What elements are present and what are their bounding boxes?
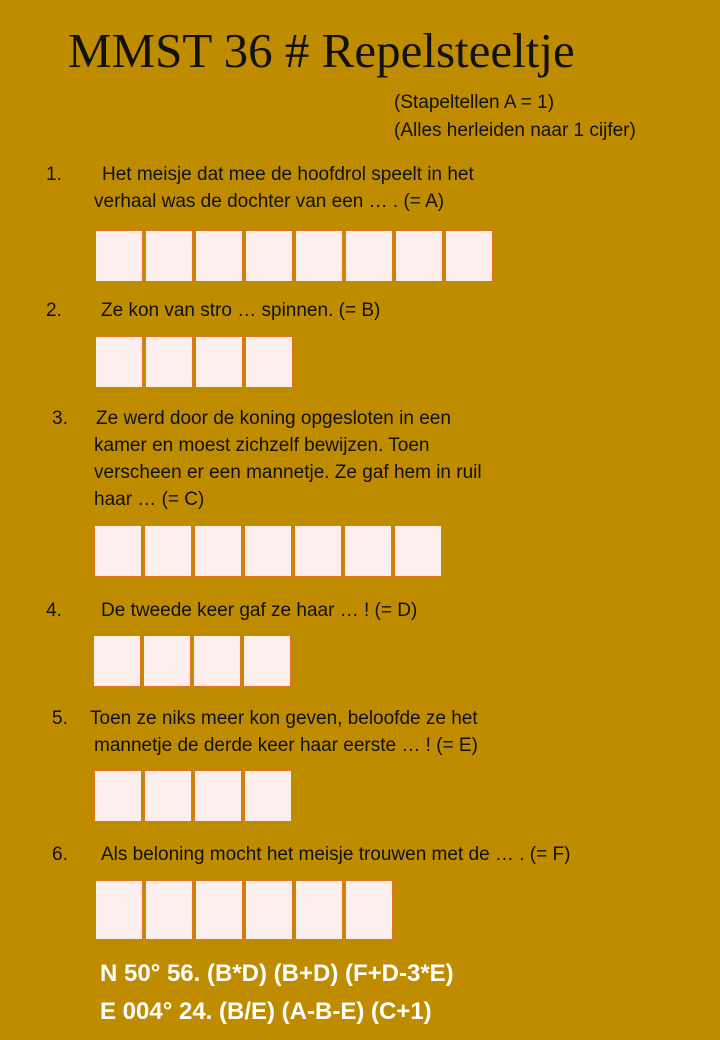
- question-number: 2.: [46, 300, 62, 321]
- question-number: 6.: [52, 844, 68, 865]
- page-title: MMST 36 # Repelsteeltje: [68, 23, 575, 78]
- letter-box[interactable]: [195, 880, 243, 940]
- letter-box[interactable]: [94, 525, 142, 577]
- letter-box[interactable]: [344, 525, 392, 577]
- letter-box[interactable]: [395, 230, 443, 282]
- answer-boxes-a: [95, 230, 495, 282]
- letter-box[interactable]: [195, 230, 243, 282]
- letter-box[interactable]: [95, 336, 143, 388]
- letter-box[interactable]: [243, 635, 291, 687]
- letter-box[interactable]: [145, 336, 193, 388]
- coordinate-east: E 004° 24. (B/E) (A-B-E) (C+1): [100, 998, 432, 1025]
- subtitle-line-1: (Stapeltellen A = 1): [394, 92, 555, 113]
- question-text-line: mannetje de derde keer haar eerste … ! (= E): [94, 735, 478, 756]
- letter-box[interactable]: [295, 230, 343, 282]
- question-text-line: Toen ze niks meer kon geven, beloofde ze het: [90, 708, 478, 729]
- letter-box[interactable]: [245, 336, 293, 388]
- letter-box[interactable]: [94, 770, 142, 822]
- letter-box[interactable]: [244, 770, 292, 822]
- letter-box[interactable]: [245, 230, 293, 282]
- letter-box[interactable]: [194, 525, 242, 577]
- coordinate-north: N 50° 56. (B*D) (B+D) (F+D-3*E): [100, 960, 454, 987]
- letter-box[interactable]: [144, 770, 192, 822]
- question-text-line: haar … (= C): [94, 489, 205, 510]
- letter-box[interactable]: [144, 525, 192, 577]
- letter-box[interactable]: [445, 230, 493, 282]
- letter-box[interactable]: [95, 230, 143, 282]
- question-text-line: kamer en moest zichzelf bewijzen. Toen: [94, 435, 430, 456]
- question-text-line: Als beloning mocht het meisje trouwen met de … . (= F): [101, 844, 571, 865]
- letter-box[interactable]: [345, 230, 393, 282]
- question-number: 4.: [46, 600, 62, 621]
- letter-box[interactable]: [244, 525, 292, 577]
- letter-box[interactable]: [145, 230, 193, 282]
- subtitle-line-2: (Alles herleiden naar 1 cijfer): [394, 120, 636, 141]
- question-number: 1.: [46, 164, 62, 185]
- question-text-line: verscheen er een mannetje. Ze gaf hem in ruil: [94, 462, 482, 483]
- question-text-line: Het meisje dat mee de hoofdrol speelt in het: [102, 164, 474, 185]
- answer-boxes-e: [94, 770, 294, 822]
- question-number: 3.: [52, 408, 68, 429]
- question-text-line: Ze kon van stro … spinnen. (= B): [101, 300, 381, 321]
- letter-box[interactable]: [194, 770, 242, 822]
- answer-boxes-c: [94, 525, 444, 577]
- letter-box[interactable]: [93, 635, 141, 687]
- question-text-line: Ze werd door de koning opgesloten in een: [96, 408, 451, 429]
- answer-boxes-f: [95, 880, 395, 940]
- letter-box[interactable]: [193, 635, 241, 687]
- letter-box[interactable]: [95, 880, 143, 940]
- letter-box[interactable]: [245, 880, 293, 940]
- letter-box[interactable]: [145, 880, 193, 940]
- letter-box[interactable]: [295, 880, 343, 940]
- answer-boxes-b: [95, 336, 295, 388]
- letter-box[interactable]: [143, 635, 191, 687]
- question-number: 5.: [52, 708, 68, 729]
- letter-box[interactable]: [345, 880, 393, 940]
- question-text-line: De tweede keer gaf ze haar … ! (= D): [101, 600, 418, 621]
- letter-box[interactable]: [195, 336, 243, 388]
- letter-box[interactable]: [294, 525, 342, 577]
- answer-boxes-d: [93, 635, 293, 687]
- question-text-line: verhaal was de dochter van een … . (= A): [94, 191, 445, 212]
- letter-box[interactable]: [394, 525, 442, 577]
